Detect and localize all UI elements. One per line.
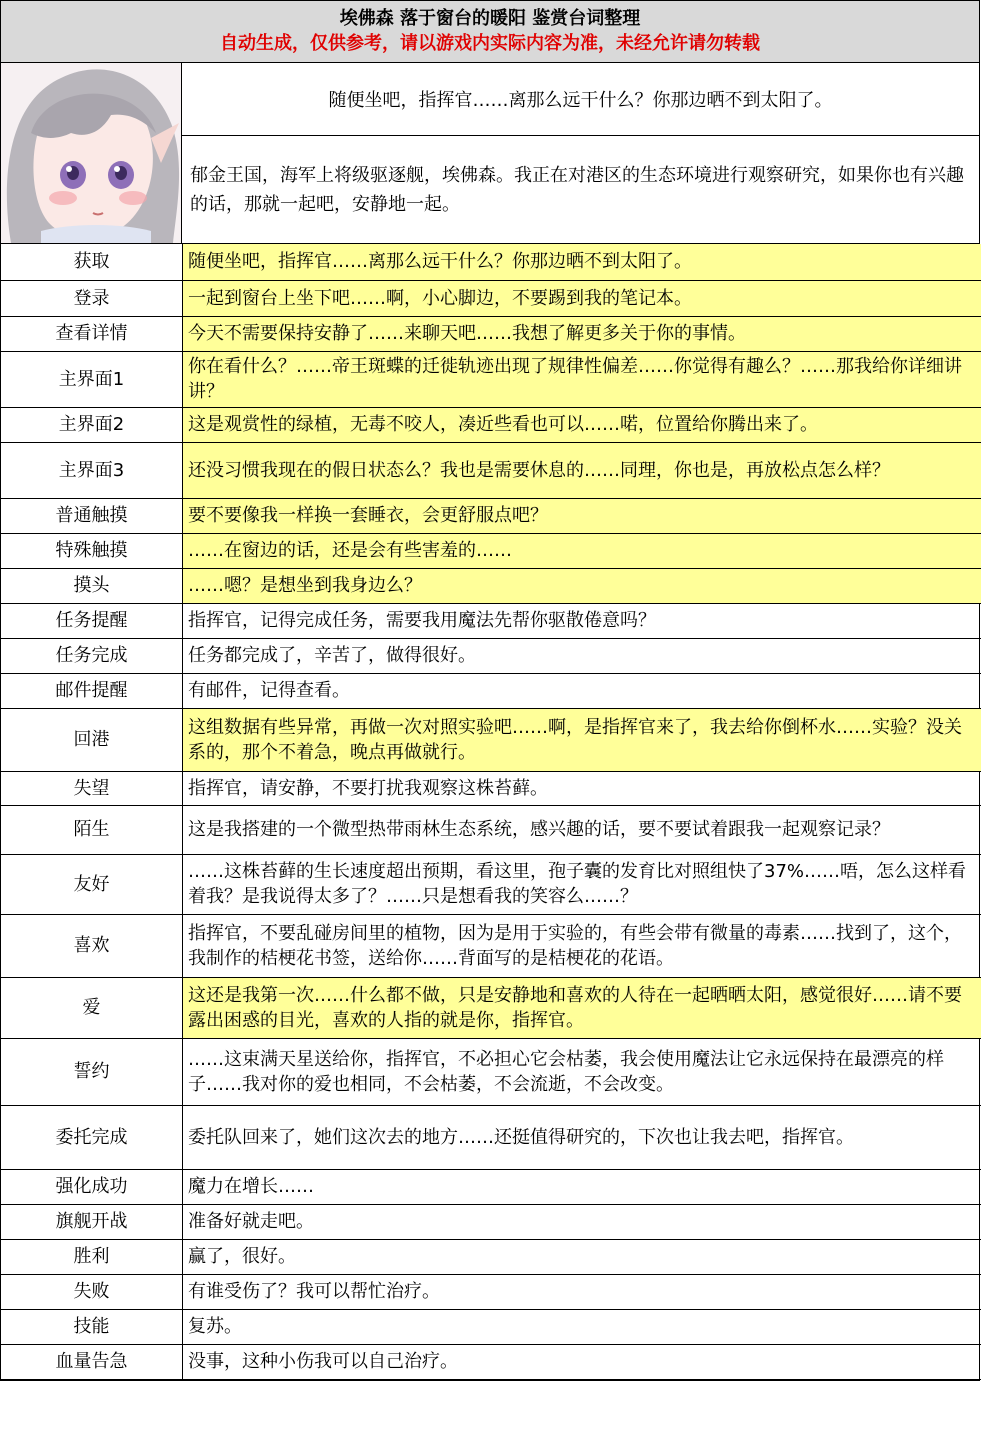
voice-line-label: 登录 <box>1 280 183 316</box>
table-row <box>1 1344 981 1379</box>
table-row <box>1 316 981 351</box>
character-portrait-drawing <box>1 63 181 243</box>
table-row <box>1 771 981 805</box>
table-row <box>1 351 981 407</box>
voice-line-label: 血量告急 <box>1 1344 183 1379</box>
voice-line-label: 失望 <box>1 771 183 805</box>
voice-line-label: 任务完成 <box>1 638 183 673</box>
table-row <box>1 805 981 854</box>
table-row <box>1 673 981 708</box>
voice-line-label: 特殊触摸 <box>1 533 183 568</box>
voice-line-label: 友好 <box>1 854 183 914</box>
voice-line-text: 指挥官，请安静，不要打扰我观察这株苔藓。 <box>183 771 982 805</box>
table-row <box>1 1309 981 1344</box>
voice-line-text: 要不要像我一样换一套睡衣，会更舒服点吧？ <box>183 498 982 533</box>
sheet-title: 埃佛森 落于窗台的暖阳 鉴赏台词整理 <box>339 8 641 29</box>
voice-line-text: ……这株苔藓的生长速度超出预期，看这里，孢子囊的发育比对照组快了37%……唔，怎么这样看着我？是我说得太多了？……只是想看我的笑容么……？ <box>183 854 982 914</box>
table-row <box>1 1169 981 1204</box>
voice-line-label: 主界面2 <box>1 407 183 442</box>
intro-line-2: 郁金王国，海军上将级驱逐舰，埃佛森。我正在对港区的生态环境进行观察研究，如果你也有兴趣的话，那就一起吧，安静地一起。 <box>190 164 964 215</box>
voice-line-text: 随便坐吧，指挥官……离那么远干什么？你那边晒不到太阳了。 <box>183 244 982 280</box>
intro-line-1: 随便坐吧，指挥官……离那么远干什么？你那边晒不到太阳了。 <box>182 63 979 136</box>
voice-line-text: 赢了，很好。 <box>183 1239 982 1274</box>
voice-line-text: 这组数据有些异常，再做一次对照实验吧……啊，是指挥官来了，我去给你倒杯水……实验？没关系的，那个不着急，晚点再做就行。 <box>183 708 982 771</box>
table-row <box>1 914 981 977</box>
table-row <box>1 280 981 316</box>
character-intro <box>1 63 979 244</box>
voice-line-text: 有谁受伤了？我可以帮忙治疗。 <box>183 1274 982 1309</box>
voice-line-label: 主界面3 <box>1 442 183 498</box>
table-row <box>1 407 981 442</box>
voice-line-text: ……这束满天星送给你，指挥官，不必担心它会枯萎，我会使用魔法让它永远保持在最漂亮的样子……我对你的爱也相同，不会枯萎，不会流逝，不会改变。 <box>183 1038 982 1105</box>
voice-line-text: 复苏。 <box>183 1309 982 1344</box>
voice-line-text: 这是观赏性的绿植，无毒不咬人，凑近些看也可以……喏，位置给你腾出来了。 <box>183 407 982 442</box>
voice-line-text: 任务都完成了，辛苦了，做得很好。 <box>183 638 982 673</box>
voice-line-label: 委托完成 <box>1 1105 183 1169</box>
table-row <box>1 498 981 533</box>
voice-line-text: 这还是我第一次……什么都不做，只是安静地和喜欢的人待在一起晒晒太阳，感觉很好……请不要露出困惑的目光，喜欢的人指的就是你，指挥官。 <box>183 977 982 1038</box>
voice-line-label: 喜欢 <box>1 914 183 977</box>
table-row <box>1 442 981 498</box>
sheet-header <box>1 1 979 63</box>
voice-line-label: 失败 <box>1 1274 183 1309</box>
voice-line-label: 回港 <box>1 708 183 771</box>
voice-line-text: 一起到窗台上坐下吧……啊，小心脚边，不要踢到我的笔记本。 <box>183 280 982 316</box>
voice-line-label: 任务提醒 <box>1 603 183 638</box>
voice-line-label: 主界面1 <box>1 351 183 407</box>
table-row <box>1 1038 981 1105</box>
voice-line-text: 还没习惯我现在的假日状态么？我也是需要休息的……同理，你也是，再放松点怎么样？ <box>183 442 982 498</box>
voice-line-text: 魔力在增长…… <box>183 1169 982 1204</box>
table-row <box>1 638 981 673</box>
table-row <box>1 533 981 568</box>
voice-line-text: 委托队回来了，她们这次去的地方……还挺值得研究的，下次也让我去吧，指挥官。 <box>183 1105 982 1169</box>
voice-line-text: 你在看什么？……帝王斑蝶的迁徙轨迹出现了规律性偏差……你觉得有趣么？……那我给你详细讲讲？ <box>183 351 982 407</box>
voice-line-text: 有邮件，记得查看。 <box>183 673 982 708</box>
voice-line-label: 普通触摸 <box>1 498 183 533</box>
voice-line-label: 查看详情 <box>1 316 183 351</box>
voice-line-label: 强化成功 <box>1 1169 183 1204</box>
voice-line-label: 技能 <box>1 1309 183 1344</box>
voice-line-label: 获取 <box>1 244 183 280</box>
table-row <box>1 603 981 638</box>
table-row <box>1 244 981 280</box>
voice-line-text: 指挥官，不要乱碰房间里的植物，因为是用于实验的，有些会带有微量的毒素……找到了，这个，我制作的桔梗花书签，送给你……背面写的是桔梗花的花语。 <box>183 914 982 977</box>
voice-line-table <box>1 244 981 1380</box>
table-row <box>1 568 981 603</box>
voice-line-label: 陌生 <box>1 805 183 854</box>
voice-line-text: 准备好就走吧。 <box>183 1204 982 1239</box>
voice-line-label: 旗舰开战 <box>1 1204 183 1239</box>
voice-line-text: ……嗯？是想坐到我身边么？ <box>183 568 982 603</box>
table-row <box>1 1105 981 1169</box>
table-row <box>1 1239 981 1274</box>
character-portrait <box>1 63 182 243</box>
voice-line-text: 指挥官，记得完成任务，需要我用魔法先帮你驱散倦意吗？ <box>183 603 982 638</box>
voice-line-text: 没事，这种小伤我可以自己治疗。 <box>183 1344 982 1379</box>
copyright-notice: 自动生成，仅供参考，请以游戏内实际内容为准，未经允许请勿转载 <box>220 33 760 54</box>
voice-line-label: 爱 <box>1 977 183 1038</box>
voice-line-text: 这是我搭建的一个微型热带雨林生态系统，感兴趣的话，要不要试着跟我一起观察记录？ <box>183 805 982 854</box>
table-row <box>1 1274 981 1309</box>
table-row <box>1 1204 981 1239</box>
table-row <box>1 977 981 1038</box>
voice-line-text: 今天不需要保持安静了……来聊天吧……我想了解更多关于你的事情。 <box>183 316 982 351</box>
voice-line-text: ……在窗边的话，还是会有些害羞的…… <box>183 533 982 568</box>
voice-line-label: 胜利 <box>1 1239 183 1274</box>
voice-line-label: 邮件提醒 <box>1 673 183 708</box>
table-row <box>1 854 981 914</box>
voice-line-label: 摸头 <box>1 568 183 603</box>
table-row <box>1 708 981 771</box>
voice-line-label: 誓约 <box>1 1038 183 1105</box>
